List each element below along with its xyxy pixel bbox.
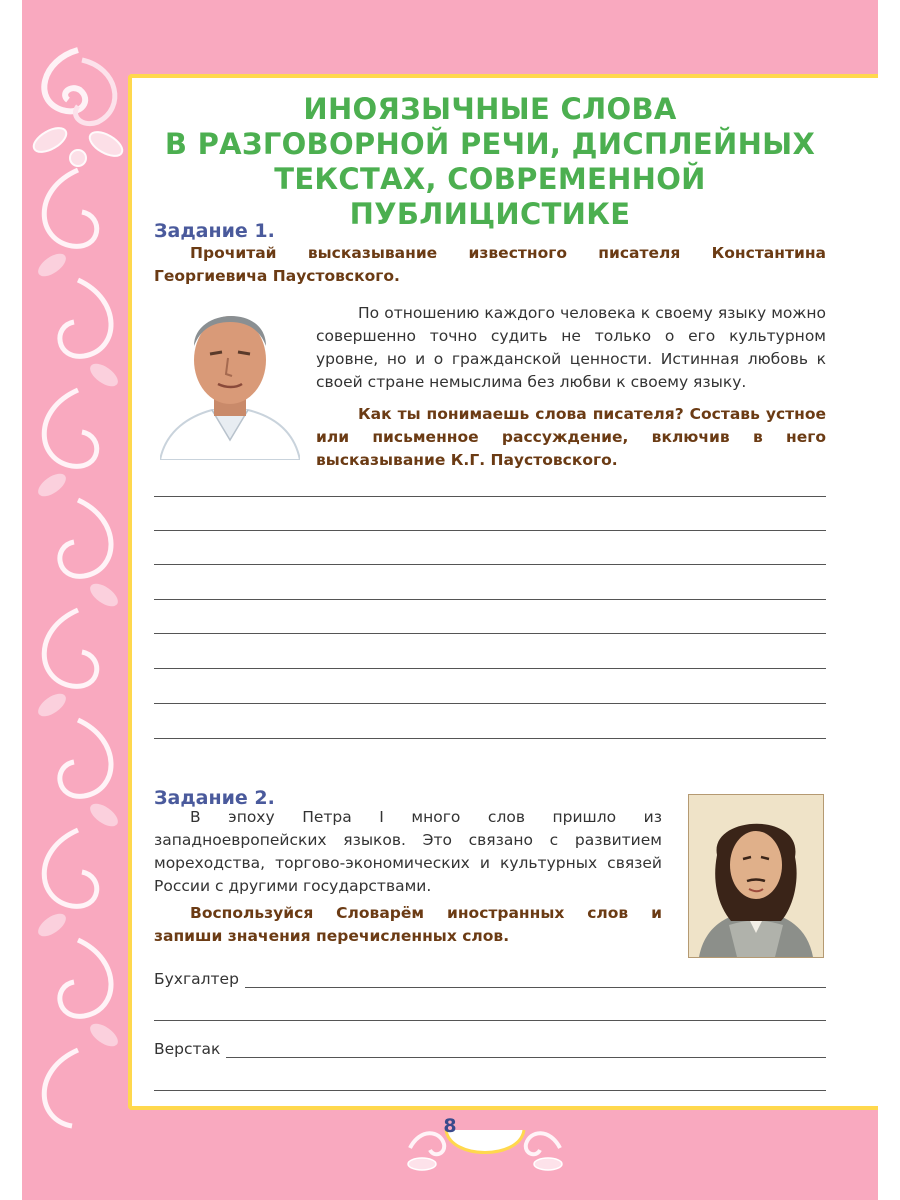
- task-2-instruction: Воспользуйся Словарём иностранных слов и запиши значения перечисленных слов.: [154, 904, 662, 945]
- task-1-heading: Задание 1.: [154, 220, 275, 242]
- title-line-3: ТЕКСТАХ, СОВРЕМЕННОЙ ПУБЛИЦИСТИКЕ: [274, 162, 706, 231]
- floral-ornament-icon: [22, 40, 134, 1140]
- title-line-2: В РАЗГОВОРНОЙ РЕЧИ, ДИСПЛЕЙНЫХ: [164, 127, 816, 161]
- answer-line-8[interactable]: [154, 738, 826, 739]
- answer-line-2[interactable]: [154, 530, 826, 531]
- answer-line-6[interactable]: [154, 668, 826, 669]
- portrait-paustovsky-icon: [160, 290, 300, 460]
- word-label-buhgalter: Бухгалтер: [154, 970, 239, 988]
- title-line-1: ИНОЯЗЫЧНЫЕ СЛОВА: [303, 92, 677, 126]
- paustovsky-quote: По отношению каждого человека к своему языку можно совершенно точно судить не только о его культурном уровне, но и о гражданской ценности. Истинная любовь к своей стране немыслима без любви к своему языку.: [316, 304, 826, 391]
- word-label-verstak: Верстак: [154, 1040, 221, 1058]
- answer-line-3[interactable]: [154, 564, 826, 565]
- word-answer-line-buhgalter[interactable]: [245, 973, 826, 988]
- answer-line-4[interactable]: [154, 599, 826, 600]
- portrait-peter-the-great-frame: [688, 794, 824, 958]
- word-answer-line-verstak-2[interactable]: [154, 1090, 826, 1091]
- task-1-question: Как ты понимаешь слова писателя? Составь устное или письменное рассуждение, включив в него высказывание К.Г. Паустовского.: [316, 405, 826, 469]
- portrait-peter-the-great-icon: [689, 795, 823, 957]
- page-title: [154, 92, 826, 232]
- word-answer-line-buhgalter-2[interactable]: [154, 1020, 826, 1021]
- task-2-text: В эпоху Петра I много слов пришло из западноевропейских языков. Это связано с развитием мореходства, торгово-экономических и культурных связей России с другими государствами.: [154, 808, 662, 895]
- word-answer-line-verstak[interactable]: [226, 1043, 826, 1058]
- page-number: 8: [443, 1115, 457, 1137]
- task-2-heading: Задание 2.: [154, 787, 275, 809]
- word-row-buhgalter: [154, 970, 826, 988]
- answer-line-5[interactable]: [154, 633, 826, 634]
- answer-line-1[interactable]: [154, 496, 826, 497]
- word-row-verstak: [154, 1040, 826, 1058]
- task-1-instruction: Прочитай высказывание известного писателя Константина Георгиевича Паустовского.: [154, 244, 826, 285]
- answer-line-7[interactable]: [154, 703, 826, 704]
